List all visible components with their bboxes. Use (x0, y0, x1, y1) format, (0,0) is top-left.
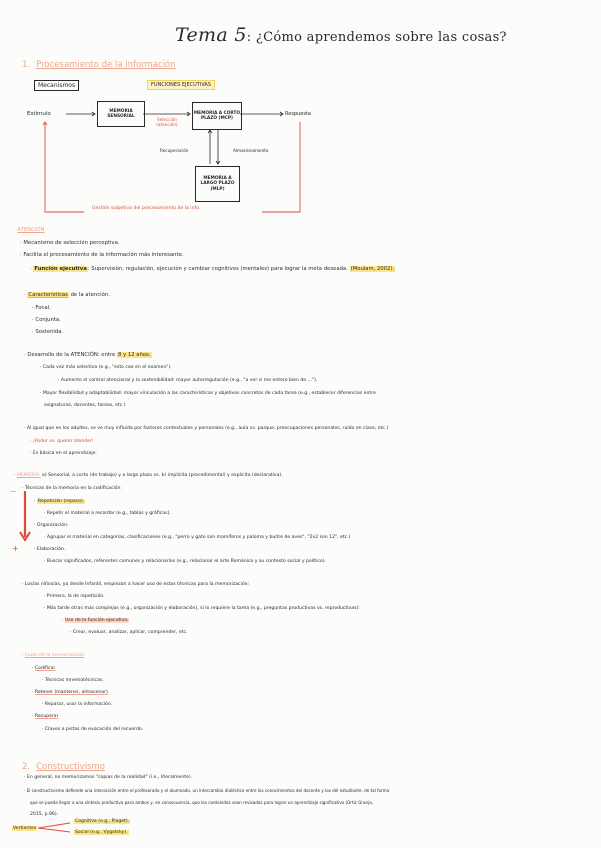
ninos-1: · Primero, la de repetición. (44, 594, 105, 599)
notes-page: Tema 5: ¿Cómo aprendemos sobre las cosas? 1. Procesamiento de la información Mecanismos FUNCIONES EJECUTIVAS Estímulo MEMORIA SENSORIAL MEMORIA A CORTO PLAZO (MCP) MEMORIA A LARGO PLAZO (MLP) Respuesta Selección (atención) Recuperación Almacenamiento Gestión subjetiva del procesamiento de la info. · ATENCIÓN · Mecanismo de selección perceptiva. · Facilita el procesamiento de la información más interesante. · Función ejecutiva: Supervisión, regulación, ejecución y cambiar cognitivos (mentales) para lograr la meta deseada. (Moulam, 2002). · Características de la atención. · Focal. · Conjunta. · Sostenida. · Desarrollo de la ATENCIÓN: entre 8 y 12 años. · Cada vez más selectiva (e.g., "esto cae en el examen"). · Aumento el control atencional y la sostenibilidad: mayor autorregulación (e.g., "a ver si me entero bien de ..."). · Mayor flexibilidad y adaptabilidad: mayor vinculación a las características y objetivos concretos de cada tarea (e.g., establecer diferencias entre asignaturas, docentes, tareas, etc.) · Al igual que en los adultos, se ve muy influida por factores contextuales y personales (e.g., aula vs. parque, preocupaciones personales, ruido en clase, etc.) · ¡Poder vs. querer atender! · Es básica en el aprendizaje. · MEMORIA: a) Sensorial, a corto (de trabajo) y a largo plazo vs. b) implícita (procedimental) y explícita (declarativa). · Técnicas de la memoria en la codificación — · Repetición (repaso). · Repetir el material a recordar (e.g., tablas y gráficas). · Organización. · Agrupar el material en categorías, clasificaciones (e.g., "perro y gato son mamíferos y paloma y buitre de aves", "2x2 son 12", etc.) + · Elaboración. · Buscar significados, referentes comunes y relacionarlos (e.g., relacionar el arte Románico y su contexto social y político). · Los/as niños/as, ya desde Infantil, empiezan a hacer uso de estas técnicas para la memorización: · Primero, la de repetición. · Más tarde otras más complejas (e.g., organización y elaboración), si lo requiere la tarea (e.g., preguntas productivas vs. reproductivas): · Uso de la función ejecutiva. · Crear, evaluar, analizar, aplicar, comprender, etc. · Fases de la memorización · Codificar · Técnicas mnemotécnicas. · Retener (mantener, almacenar) · Repasar, usar la información. · Recuperar · Claves o pistas de evocación del recuerdo. 2. Constructivismo · En general, no memorizamos "copias de la realidad" (i.e., literalmente). · El constructivismo defiende una interacción entre el profesorado y el alumnado, un intercambio dialéctico entre los conocimientos del docente y los del estudiante, de tal forma que se pueda llegar a una síntesis productiva para ambos y, en consecuencia, que los contenidos sean revisados para lograr un aprendizaje significativo (Ortiz Granja, 2015, p.96). Vertientes Cognitiva (e.g., Piaget). Social (e.g., Vygotsky). (0, 0, 601, 848)
tecnica-2: · Organización. (34, 523, 69, 528)
section-1-heading: 1. Procesamiento de la información (22, 60, 176, 70)
memoria-sensorial-box: MEMORIA SENSORIAL (97, 101, 145, 127)
section-2-heading: 2. Constructivismo (22, 762, 105, 772)
fase-3a: · Claves o pistas de evocación del recuerdo. (42, 727, 144, 732)
fase-1: · Codificar (32, 666, 56, 671)
memoria-lp-box: MEMORIA A LARGO PLAZO (MLP) (195, 166, 240, 202)
respuesta-label: Respuesta (285, 111, 311, 117)
estimulo-label: Estímulo (27, 111, 51, 117)
fase-2: · Retener (mantener, almacenar) (32, 690, 108, 695)
adultos-line: · Al igual que en los adultos, se ve muy influida por factores contextuales y personales (e.g., aula vs. parque, preocupaciones personales, ruido en clase, etc.) (24, 426, 389, 431)
caract-conjunta: · Conjunta. (32, 317, 61, 323)
tecnica-3: · Elaboración. (34, 547, 66, 552)
fase-2a: · Repasar, usar la información. (42, 702, 113, 707)
almacenamiento-label: Almacenamiento (233, 148, 269, 153)
atencion-line-1: · Mecanismo de selección perceptiva. (20, 240, 120, 246)
funciones-ejecutivas-box: FUNCIONES EJECUTIVAS (147, 80, 215, 90)
ninos-2: · Más tarde otras más complejas (e.g., organización y elaboración), si lo requiere la tarea (e.g., preguntas productivas vs. reproductivas): (44, 606, 360, 611)
atencion-heading: · ATENCIÓN (14, 227, 45, 233)
title-tema: Tema 5 (175, 24, 247, 46)
caract-sostenida: · Sostenida. (32, 329, 64, 335)
constructivismo-4: 2015, p.96). (30, 812, 59, 817)
tecnica-2a: · Agrupar el material en categorías, clasificaciones (e.g., "perro y gato son mamíferos y paloma y buitre de aves", "2x2 son 12", etc.) (44, 535, 351, 540)
desarrollo-line: · Desarrollo de la ATENCIÓN: entre 8 y 12 años. (24, 352, 151, 358)
constructivismo-2: · El constructivismo defiende una interacción entre el profesorado y el alumnado, un intercambio dialéctico entre los conocimientos del docente y los del estudiante, de tal forma (24, 788, 390, 793)
constructivismo-1: · En general, no memorizamos "copias de la realidad" (i.e., literalmente). (24, 775, 193, 780)
basica-line: · Es básica en el aprendizaje. (30, 451, 97, 456)
desarrollo-1: · Cada vez más selectiva (e.g., "esto cae en el examen"). (40, 365, 172, 370)
fase-3: · Recuperar (32, 714, 59, 719)
tecnica-1a: · Repetir el material a recordar (e.g., tablas y gráficas). (44, 511, 171, 516)
seleccion-label: Selección (atención) (156, 117, 178, 127)
desarrollo-2: · Aumento el control atencional y la sostenibilidad: mayor autorregulación (e.g., "a ver si me entero bien de ..."). (58, 378, 318, 383)
constructivismo-3: que se pueda llegar a una síntesis productiva para ambos y, en consecuencia, que los contenidos sean revisados para lograr un aprendizaje significativo (Ortiz Granja, (30, 800, 374, 805)
ninos-line: · Los/as niños/as, ya desde Infantil, empiezan a hacer uso de estas técnicas para la memorización: (22, 582, 250, 587)
memoria-heading: · MEMORIA: a) Sensorial, a corto (de trabajo) y a largo plazo vs. b) implícita (procedimental) y explícita (declarativa). (14, 473, 283, 478)
fase-1a: · Técnicas mnemotécnicas. (42, 678, 104, 683)
title-question: : ¿Cómo aprendemos sobre las cosas? (246, 30, 507, 45)
tecnicas-line: · Técnicas de la memoria en la codificación (22, 486, 121, 491)
ninos-4: · Crear, evaluar, analizar, aplicar, comprender, etc. (70, 630, 188, 635)
recuperacion-label: Recuperación (160, 148, 189, 153)
tecnica-3a: · Buscar significados, referentes comunes y relacionarlos (e.g., relacionar el arte Románico y su contexto social y político). (44, 559, 326, 564)
vertiente-2: Social (e.g., Vygotsky). (75, 830, 128, 835)
caract-focal: · Focal. (32, 305, 51, 311)
atencion-line-3: · Función ejecutiva: Supervisión, regulación, ejecución y cambiar cognitivos (mentales) para lograr la meta deseada. (Moulam, 2002). (30, 266, 395, 272)
poder-querer-line: · ¡Poder vs. querer atender! (30, 439, 94, 444)
vertiente-1: Cognitiva (e.g., Piaget). (75, 819, 130, 824)
ninos-3: · Uso de la función ejecutiva. (62, 618, 129, 623)
vertientes-label: Vertientes (13, 826, 37, 831)
mecanismos-box: Mecanismos (34, 80, 79, 91)
gestion-label: Gestión subjetiva del procesamiento de la info. (92, 206, 201, 211)
desarrollo-3: · Mayor flexibilidad y adaptabilidad: mayor vinculación a las características y objetivos concretos de cada tarea (e.g., establecer diferencias entre (40, 391, 376, 396)
caracteristicas-line: · Características de la atención. (24, 292, 110, 298)
tecnica-1: · Repetición (repaso). (34, 499, 85, 504)
desarrollo-3b: asignaturas, docentes, tareas, etc.) (44, 403, 126, 408)
atencion-line-2: · Facilita el procesamiento de la información más interesante. (20, 252, 184, 258)
fases-heading: · Fases de la memorización (22, 653, 85, 658)
memoria-cp-box: MEMORIA A CORTO PLAZO (MCP) (192, 102, 242, 130)
